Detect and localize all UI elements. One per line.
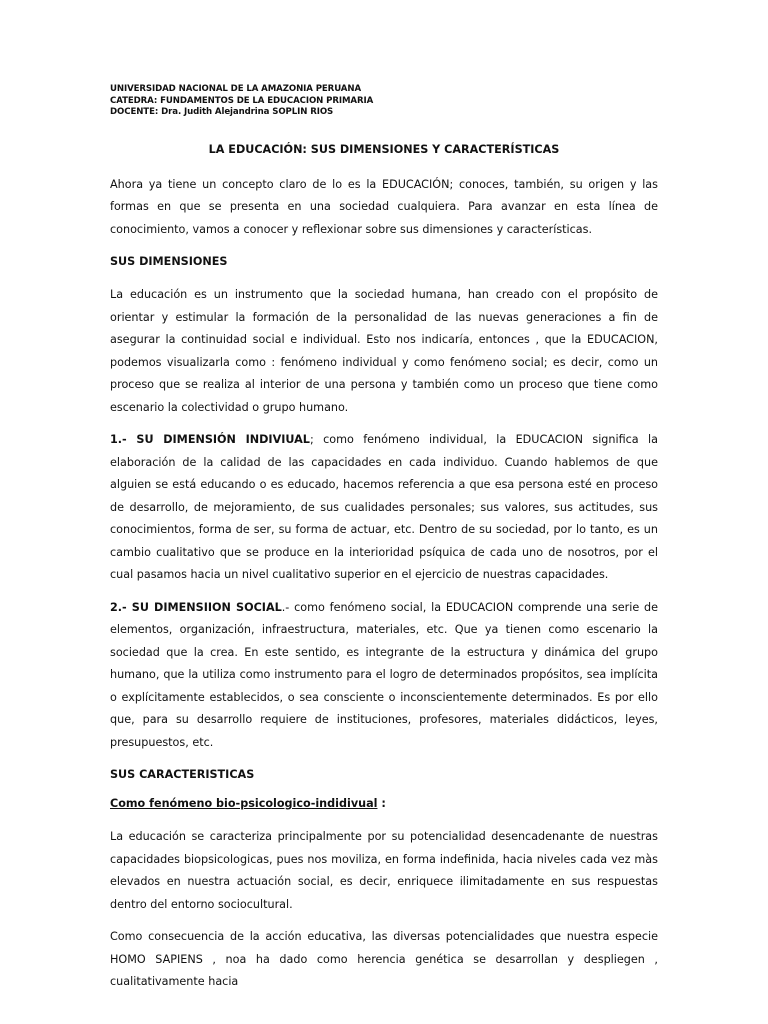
document-header: [110, 84, 658, 119]
dimension-social-text: .- como fenómeno social, la EDUCACION comprende una serie de elementos, organización, infraestructura, materiales, etc. Que ya tienen como escenario la sociedad que la crea. En este sentido, es integrante de la estructura y dinámica del grupo humano, que la utiliza como instrumento para el logro de determinados propósitos, sea implícita o explícitamente establecidos, o sea consciente o inconscientemente determinados. Es por ello que, para su desarrollo requiere de instituciones, profesores, materiales didácticos, leyes, presupuestos, etc.: [110, 600, 659, 749]
dimension-individual-text: ; como fenómeno individual, la EDUCACION significa la elaboración de la calidad de las capacidades en cada individuo. Cuando hablemos de que alguien se está educando o es educado, hacemos referencia a que esa persona esté en proceso de desarrollo, de mejoramiento, de sus cualidades personales; sus valores, sus actitudes, sus conocimientos, forma de ser, su forma de actuar, etc. Dentro de su sociedad, por lo tanto, es un cambio cualitativo que se produce en la interioridad psíquica de cada uno de nosotros, por el cual pasamos hacia un nivel cualitativo superior en el ejercicio de nuestras capacidades.: [110, 433, 658, 581]
header-course: CATEDRA: FUNDAMENTOS DE LA EDUCACION PRIMARIA: [110, 95, 374, 106]
section-heading-caracteristicas: SUS CARACTERISTICAS: [110, 768, 255, 781]
section-heading-dimensiones: SUS DIMENSIONES: [110, 255, 228, 268]
subheading-colon: :: [377, 797, 386, 810]
subheading-bio-psicologico: [110, 797, 658, 810]
caracteristicas-paragraph-1: La educación se caracteriza principalmente por su potencialidad desencadenante de nuestras capacidades biopsicologicas, pues nos moviliza, en forma indefinida, hacia niveles cada vez màs elevados en nuestra actuación social, es decir, enriquece ilimitadamente en sus respuestas dentro del entorno sociocultural.: [110, 830, 658, 911]
dimension-social-paragraph: [110, 597, 658, 755]
header-university: UNIVERSIDAD NACIONAL DE LA AMAZONIA PERUANA: [110, 84, 361, 94]
dimensiones-paragraph: La educación es un instrumento que la sociedad humana, han creado con el propósito de orientar y estimular la formación de la personalidad de las nuevas generaciones a fin de asegurar la continuidad social e individual. Esto nos indicaría, entonces , que la EDUCACION, podemos visualizarla como : fenómeno individual y como fenómeno social; es decir, como un proceso que se realiza al interior de una persona y también como un proceso que tiene como escenario la colectividad o grupo humano.: [110, 288, 658, 414]
dimension-individual-label: 1.- SU DIMENSIÓN INDIVIUAL: [110, 433, 310, 446]
subheading-text: Como fenómeno bio-psicologico-indidivual: [110, 797, 378, 810]
dimension-individual-paragraph: [110, 429, 658, 587]
document-title: LA EDUCACIÓN: SUS DIMENSIONES Y CARACTERÍSTICAS: [208, 142, 560, 156]
caracteristicas-paragraph-2: Como consecuencia de la acción educativa, las diversas potencialidades que nuestra especie HOMO SAPIENS , noa ha dado como herencia genética se desarrollan y despliegen , cualitativamente hacia: [110, 930, 658, 988]
intro-paragraph: Ahora ya tiene un concepto claro de lo es la EDUCACIÓN; conoces, también, su origen y las formas en que se presenta en una sociedad cualquiera. Para avanzar en esta línea de conocimiento, vamos a conocer y reflexionar sobre sus dimensiones y características.: [110, 177, 658, 236]
header-teacher: DOCENTE: Dra. Judith Alejandrina SOPLIN RIOS: [110, 107, 334, 117]
dimension-social-label: 2.- SU DIMENSIION SOCIAL: [110, 600, 282, 614]
